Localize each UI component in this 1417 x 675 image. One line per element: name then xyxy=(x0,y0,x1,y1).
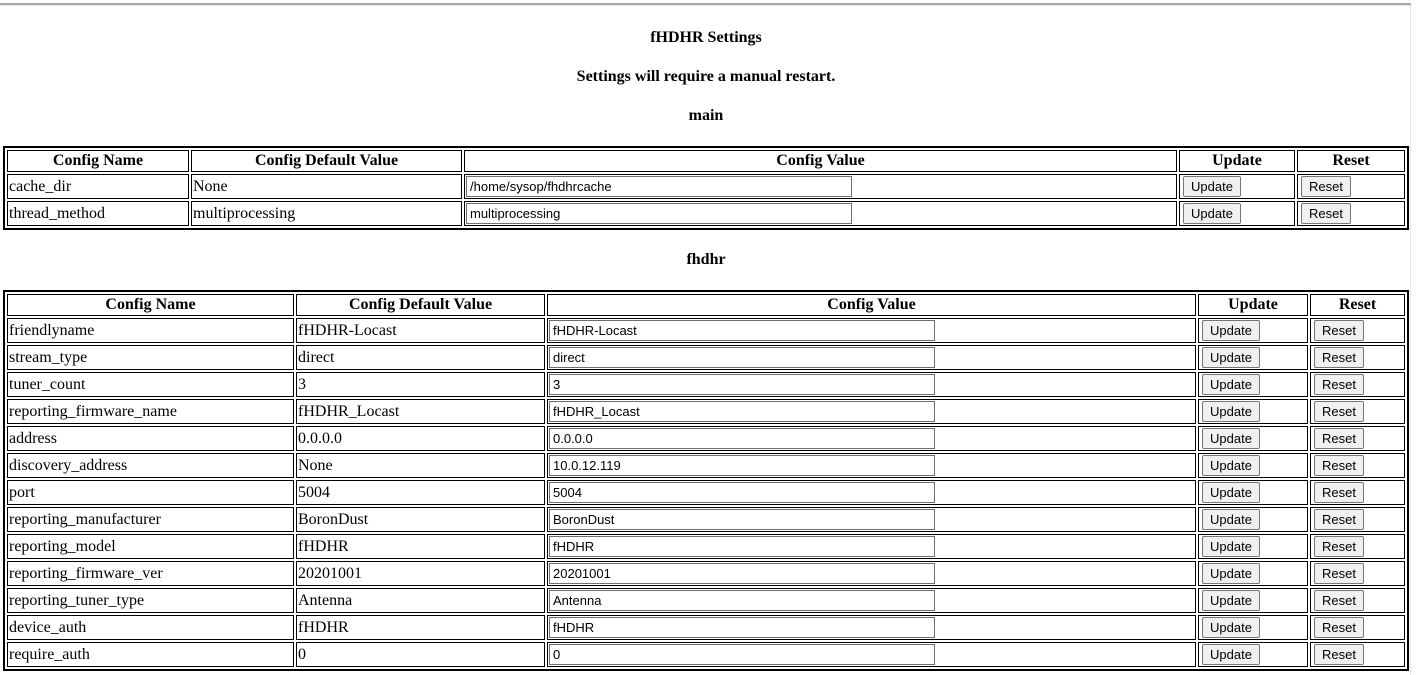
config-name-cell: cache_dir xyxy=(7,174,189,199)
config-name-cell: reporting_firmware_ver xyxy=(7,561,294,586)
update-button[interactable]: Update xyxy=(1202,509,1260,530)
config-value-input[interactable] xyxy=(466,176,852,197)
reset-cell xyxy=(1310,561,1405,586)
section-title: main xyxy=(688,107,724,124)
reset-cell xyxy=(1297,201,1405,226)
update-cell xyxy=(1198,615,1308,640)
config-name-cell: reporting_manufacturer xyxy=(7,507,294,532)
reset-button[interactable]: Reset xyxy=(1314,644,1364,665)
config-row xyxy=(7,399,1405,424)
config-value-input[interactable] xyxy=(549,536,935,557)
config-default-value-cell: 3 xyxy=(296,372,545,397)
reset-button[interactable]: Reset xyxy=(1314,509,1364,530)
config-default-value-cell: None xyxy=(191,174,462,199)
config-value-input[interactable] xyxy=(549,347,935,368)
config-value-input[interactable] xyxy=(549,455,935,476)
config-default-value-cell: BoronDust xyxy=(296,507,545,532)
col-header-update: Update xyxy=(1179,150,1295,172)
config-name-cell: reporting_tuner_type xyxy=(7,588,294,613)
config-name-cell: address xyxy=(7,426,294,451)
config-name-cell: friendlyname xyxy=(7,318,294,343)
update-cell xyxy=(1179,174,1295,199)
config-value-input[interactable] xyxy=(549,482,935,503)
config-row xyxy=(7,561,1405,586)
update-cell xyxy=(1198,480,1308,505)
update-button[interactable]: Update xyxy=(1202,455,1260,476)
update-button[interactable]: Update xyxy=(1202,428,1260,449)
config-value-cell xyxy=(547,561,1196,586)
col-header-reset: Reset xyxy=(1310,294,1405,316)
col-header-reset: Reset xyxy=(1297,150,1405,172)
config-value-cell xyxy=(547,507,1196,532)
reset-button[interactable]: Reset xyxy=(1314,455,1364,476)
config-default-value-cell: 20201001 xyxy=(296,561,545,586)
config-row xyxy=(7,453,1405,478)
update-cell xyxy=(1198,507,1308,532)
col-header-config-value: Config Value xyxy=(547,294,1196,316)
config-default-value-cell: Antenna xyxy=(296,588,545,613)
config-name-cell: thread_method xyxy=(7,201,189,226)
update-button[interactable]: Update xyxy=(1202,590,1260,611)
reset-button[interactable]: Reset xyxy=(1314,428,1364,449)
config-value-input[interactable] xyxy=(549,563,935,584)
config-row xyxy=(7,534,1405,559)
update-button[interactable]: Update xyxy=(1202,563,1260,584)
reset-button[interactable]: Reset xyxy=(1314,563,1364,584)
config-value-input[interactable] xyxy=(549,374,935,395)
config-value-cell xyxy=(547,588,1196,613)
config-name-cell: device_auth xyxy=(7,615,294,640)
reset-cell xyxy=(1310,480,1405,505)
update-cell xyxy=(1198,399,1308,424)
config-value-cell xyxy=(547,426,1196,451)
update-cell xyxy=(1198,345,1308,370)
config-value-cell xyxy=(464,201,1177,226)
config-section xyxy=(3,107,1409,230)
config-name-cell: reporting_firmware_name xyxy=(7,399,294,424)
config-default-value-cell: fHDHR xyxy=(296,534,545,559)
update-button[interactable]: Update xyxy=(1202,617,1260,638)
reset-cell xyxy=(1297,174,1405,199)
config-default-value-cell: multiprocessing xyxy=(191,201,462,226)
config-default-value-cell: direct xyxy=(296,345,545,370)
config-name-cell: port xyxy=(7,480,294,505)
config-name-cell: discovery_address xyxy=(7,453,294,478)
col-header-config-default-value: Config Default Value xyxy=(296,294,545,316)
reset-cell xyxy=(1310,426,1405,451)
reset-cell xyxy=(1310,615,1405,640)
config-value-cell xyxy=(547,399,1196,424)
config-row xyxy=(7,345,1405,370)
config-row xyxy=(7,201,1405,226)
config-default-value-cell: None xyxy=(296,453,545,478)
config-section xyxy=(3,251,1409,671)
reset-button[interactable]: Reset xyxy=(1314,320,1364,341)
config-value-cell xyxy=(547,480,1196,505)
config-value-input[interactable] xyxy=(466,203,852,224)
config-default-value-cell: 0.0.0.0 xyxy=(296,426,545,451)
update-button[interactable]: Update xyxy=(1202,644,1260,665)
update-button[interactable]: Update xyxy=(1202,482,1260,503)
update-button[interactable]: Update xyxy=(1202,401,1260,422)
config-table xyxy=(3,290,1409,671)
update-cell xyxy=(1198,534,1308,559)
config-value-cell xyxy=(547,642,1196,667)
reset-button[interactable]: Reset xyxy=(1301,203,1351,224)
update-button[interactable]: Update xyxy=(1202,320,1260,341)
col-header-config-default-value: Config Default Value xyxy=(191,150,462,172)
config-row xyxy=(7,615,1405,640)
reset-cell xyxy=(1310,318,1405,343)
config-row xyxy=(7,372,1405,397)
update-button[interactable]: Update xyxy=(1183,203,1241,224)
update-cell xyxy=(1198,318,1308,343)
update-button[interactable]: Update xyxy=(1202,536,1260,557)
reset-cell xyxy=(1310,588,1405,613)
update-cell xyxy=(1198,561,1308,586)
page-title: fHDHR Settings xyxy=(650,29,762,46)
config-name-cell: stream_type xyxy=(7,345,294,370)
config-value-cell xyxy=(547,615,1196,640)
reset-button[interactable]: Reset xyxy=(1314,401,1364,422)
config-value-cell xyxy=(547,318,1196,343)
window-edge-line xyxy=(1410,5,1411,675)
config-name-cell: tuner_count xyxy=(7,372,294,397)
config-value-input[interactable] xyxy=(549,401,935,422)
config-default-value-cell: fHDHR-Locast xyxy=(296,318,545,343)
reset-cell xyxy=(1310,345,1405,370)
reset-button[interactable]: Reset xyxy=(1314,374,1364,395)
config-row xyxy=(7,642,1405,667)
update-cell xyxy=(1198,588,1308,613)
config-row xyxy=(7,507,1405,532)
config-value-input[interactable] xyxy=(549,509,935,530)
reset-button[interactable]: Reset xyxy=(1314,617,1364,638)
update-cell xyxy=(1179,201,1295,226)
config-row xyxy=(7,426,1405,451)
config-table-header-row xyxy=(7,150,1405,172)
config-table-header-row xyxy=(7,294,1405,316)
config-value-input[interactable] xyxy=(549,428,935,449)
config-default-value-cell: 0 xyxy=(296,642,545,667)
config-name-cell: require_auth xyxy=(7,642,294,667)
col-header-update: Update xyxy=(1198,294,1308,316)
update-cell xyxy=(1198,453,1308,478)
config-row xyxy=(7,318,1405,343)
config-value-input[interactable] xyxy=(549,617,935,638)
reset-button[interactable]: Reset xyxy=(1314,590,1364,611)
config-value-cell xyxy=(547,534,1196,559)
window-chrome-edge xyxy=(0,3,1411,6)
config-value-input[interactable] xyxy=(549,644,935,665)
config-value-cell xyxy=(547,372,1196,397)
reset-button[interactable]: Reset xyxy=(1301,176,1351,197)
reset-button[interactable]: Reset xyxy=(1314,536,1364,557)
reset-cell xyxy=(1310,399,1405,424)
config-table xyxy=(3,146,1409,230)
col-header-config-value: Config Value xyxy=(464,150,1177,172)
col-header-config-name: Config Name xyxy=(7,150,189,172)
config-value-cell xyxy=(547,345,1196,370)
update-button[interactable]: Update xyxy=(1202,347,1260,368)
reset-cell xyxy=(1310,642,1405,667)
reset-button[interactable]: Reset xyxy=(1314,482,1364,503)
config-default-value-cell: 5004 xyxy=(296,480,545,505)
section-title: fhdhr xyxy=(686,251,726,268)
update-cell xyxy=(1198,642,1308,667)
config-row xyxy=(7,588,1405,613)
update-cell xyxy=(1198,426,1308,451)
update-button[interactable]: Update xyxy=(1183,176,1241,197)
reset-button[interactable]: Reset xyxy=(1314,347,1364,368)
update-button[interactable]: Update xyxy=(1202,374,1260,395)
config-value-input[interactable] xyxy=(549,320,935,341)
page-subtitle: Settings will require a manual restart. xyxy=(576,68,836,85)
config-value-cell xyxy=(547,453,1196,478)
config-row xyxy=(7,174,1405,199)
settings-sections xyxy=(3,107,1409,671)
config-value-input[interactable] xyxy=(549,590,935,611)
reset-cell xyxy=(1310,372,1405,397)
update-cell xyxy=(1198,372,1308,397)
col-header-config-name: Config Name xyxy=(7,294,294,316)
config-default-value-cell: fHDHR_Locast xyxy=(296,399,545,424)
reset-cell xyxy=(1310,534,1405,559)
config-value-cell xyxy=(464,174,1177,199)
config-name-cell: reporting_model xyxy=(7,534,294,559)
config-row xyxy=(7,480,1405,505)
config-default-value-cell: fHDHR xyxy=(296,615,545,640)
reset-cell xyxy=(1310,453,1405,478)
reset-cell xyxy=(1310,507,1405,532)
